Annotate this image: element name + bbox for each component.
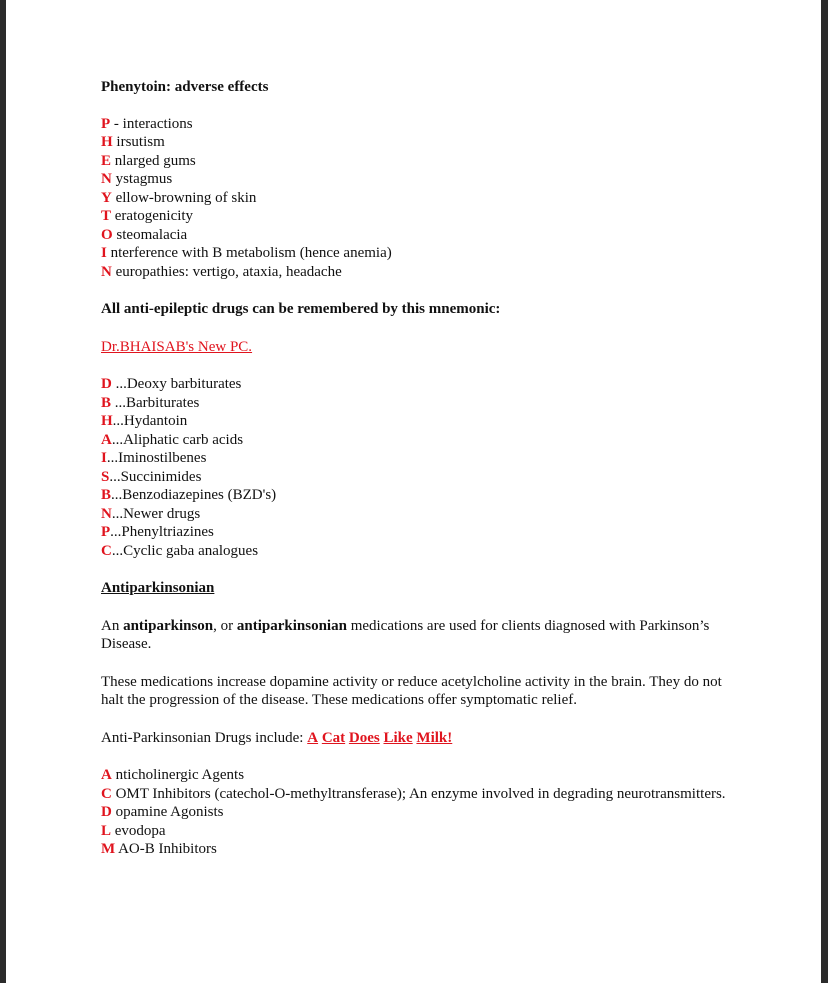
list-item: B...Benzodiazepines (BZD's) — [101, 487, 277, 503]
list-item: L evodopa — [101, 822, 166, 839]
list-item: I nterference with B metabolism (hence anemia) — [101, 245, 392, 261]
phenytoin-list — [101, 115, 741, 282]
list-item: N ystagmus — [101, 171, 173, 187]
mnemonic-word[interactable]: Like — [383, 729, 413, 746]
antiparkinsonian-description: These medications increase dopamine activity or reduce acetylcholine activity in the brain. They do not halt the progression of the disease. These medications offer symptomatic relief. — [101, 673, 722, 708]
list-item: A nticholinergic Agents — [101, 767, 245, 783]
phenytoin-title: Phenytoin: adverse effects — [101, 79, 269, 95]
list-item: P...Phenyltriazines — [101, 524, 214, 540]
mnemonic-word[interactable]: A — [307, 729, 319, 746]
antiepileptic-heading: All anti-epileptic drugs can be remembered by this mnemonic: — [101, 301, 501, 317]
list-item: H irsutism — [101, 134, 165, 150]
document-page — [101, 78, 741, 859]
list-item: D opamine Agonists — [101, 804, 224, 820]
list-item: Y ellow-browning of skin — [101, 189, 257, 206]
left-window-edge — [0, 0, 6, 983]
mnemonic-word[interactable]: Cat — [321, 729, 346, 746]
list-item: M AO-B Inhibitors — [101, 841, 217, 857]
list-item: T eratogenicity — [101, 208, 194, 224]
list-item: C OMT Inhibitors (catechol-O-methyltransferase); An enzyme involved in degrading neurotransmitters. — [101, 785, 726, 802]
list-item: P - interactions — [101, 115, 193, 132]
antiparkinsonian-heading: Antiparkinsonian — [101, 580, 215, 596]
mnemonic-word[interactable]: Milk! — [416, 729, 453, 746]
list-item: N europathies: vertigo, ataxia, headache — [101, 263, 342, 280]
list-item: O steomalacia — [101, 226, 188, 243]
list-item: E nlarged gums — [101, 152, 196, 169]
list-item: S...Succinimides — [101, 468, 202, 485]
list-item: H...Hydantoin — [101, 413, 188, 429]
antiepileptic-list — [101, 375, 741, 560]
antiparkinsonian-list — [101, 766, 741, 859]
right-window-edge — [821, 0, 828, 983]
list-item: C...Cyclic gaba analogues — [101, 542, 259, 559]
mnemonic-word[interactable]: Does — [348, 729, 380, 746]
list-item: I...Iminostilbenes — [101, 450, 207, 466]
list-item: D ...Deoxy barbiturates — [101, 376, 242, 392]
antiepileptic-mnemonic-link[interactable]: Dr.BHAISAB's New PC. — [101, 338, 253, 355]
list-item: N...Newer drugs — [101, 505, 201, 522]
list-item: A...Aliphatic carb acids — [101, 431, 244, 448]
antiparkinsonian-drugs-intro: Anti-Parkinsonian Drugs include: A Cat Does Like Milk! — [101, 729, 453, 746]
antiparkinsonian-definition: An antiparkinson, or antiparkinsonian medications are used for clients diagnosed with Parkinson’s Disease. — [101, 617, 710, 652]
list-item: B ...Barbiturates — [101, 394, 200, 411]
